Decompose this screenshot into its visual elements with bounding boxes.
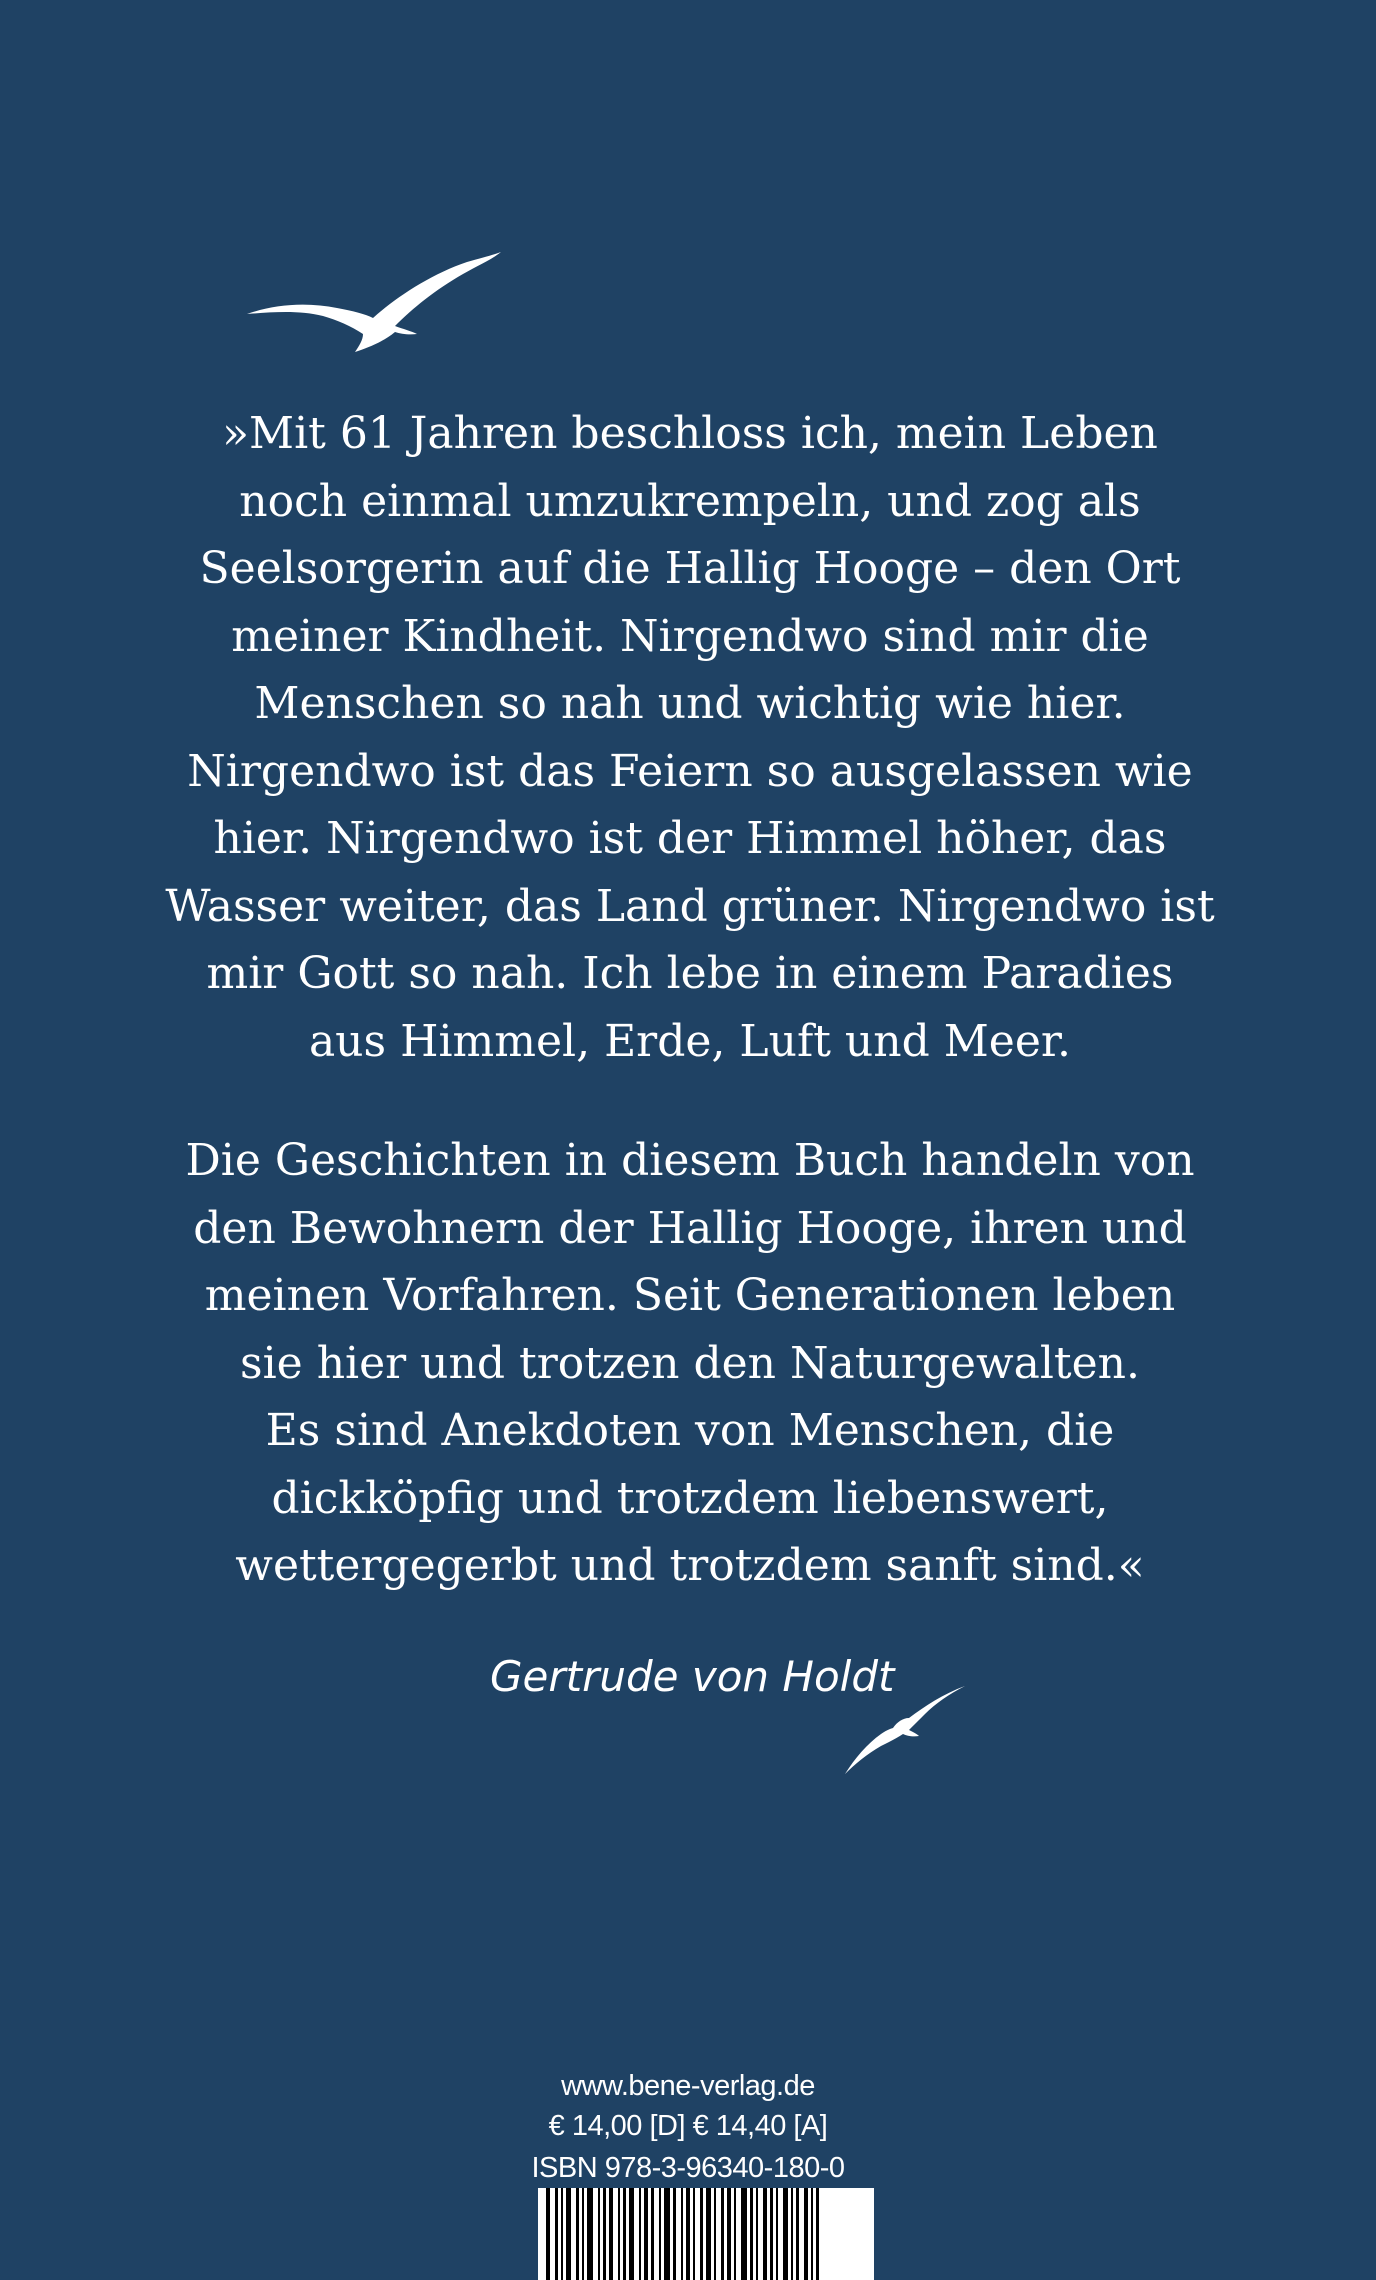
barcode-bar	[603, 2188, 606, 2280]
barcode-bar	[651, 2188, 654, 2280]
isbn-label: ISBN 978-3-96340-180-0	[531, 2152, 845, 2184]
barcode-bar	[644, 2188, 648, 2280]
barcode-bar	[582, 2188, 584, 2280]
barcode-bar	[750, 2188, 753, 2280]
barcode-bar	[804, 2188, 808, 2280]
barcode-bar	[686, 2188, 690, 2280]
quote-line: »Mit 61 Jahren beschloss ich, mein Leben	[222, 408, 1158, 459]
barcode-bar	[700, 2188, 703, 2280]
quote-line: Menschen so nah und wichtig wie hier.	[254, 678, 1126, 729]
barcode-bar	[776, 2188, 778, 2280]
quote-line: den Bewohnern der Hallig Hooge, ihren und	[193, 1202, 1187, 1254]
barcode-bar	[811, 2188, 813, 2280]
publisher-website: www.bene-verlag.de	[561, 2070, 815, 2102]
quote-line: Seelsorgerin auf die Hallig Hooge – den Ort	[199, 543, 1181, 594]
barcode-bar	[734, 2188, 736, 2280]
barcode-bar	[659, 2188, 661, 2280]
seagull-icon	[245, 252, 505, 362]
barcode-bar	[783, 2188, 788, 2280]
barcode-bar	[721, 2188, 724, 2280]
barcode	[538, 2188, 874, 2280]
barcode-bar	[816, 2188, 819, 2280]
barcode-bar	[681, 2188, 683, 2280]
quote-line: sie hier und trotzen den Naturgewalten.	[240, 1337, 1140, 1389]
quote-line: Nirgendwo ist das Feiern so ausgelassen wie	[187, 745, 1193, 797]
barcode-bar	[763, 2188, 767, 2280]
seagull-icon	[845, 1682, 965, 1774]
barcode-bar	[770, 2188, 773, 2280]
barcode-bar	[623, 2188, 626, 2280]
barcode-bar	[693, 2188, 695, 2280]
barcode-bar	[598, 2188, 600, 2280]
quote-line: dickköpfig und trotzdem liebenswert,	[271, 1472, 1109, 1524]
barcode-bar	[791, 2188, 793, 2280]
barcode-bar	[664, 2188, 670, 2280]
quote-line: Die Geschichten in diesem Buch handeln von	[185, 1135, 1195, 1186]
barcode-bar	[555, 2188, 558, 2280]
quote-line: Es sind Anekdoten von Menschen, die	[265, 1405, 1115, 1456]
quote-paragraph-1	[140, 400, 1240, 1075]
quote-line: Wasser weiter, das Land grüner. Nirgendwo ist	[165, 880, 1215, 932]
quote-line: wettergegerbt und trotzdem sanft sind.«	[235, 1540, 1145, 1591]
barcode-bar	[609, 2188, 613, 2280]
barcode-bar	[629, 2188, 634, 2280]
quote-line: meiner Kindheit. Nirgendwo sind mir die	[231, 610, 1149, 662]
quote-line: mir Gott so nah. Ich lebe in einem Paradies	[206, 948, 1174, 999]
barcode-bar	[576, 2188, 579, 2280]
quote-paragraph-2	[140, 1127, 1240, 1600]
barcode-bar	[706, 2188, 711, 2280]
quote-line: aus Himmel, Erde, Luft und Meer.	[308, 1015, 1072, 1067]
barcode-bar	[561, 2188, 563, 2280]
barcode-bar	[796, 2188, 799, 2280]
barcode-bar	[756, 2188, 758, 2280]
author-signature: Gertrude von Holdt	[490, 1652, 895, 1701]
barcode-bar	[546, 2188, 550, 2280]
barcode-bar	[727, 2188, 731, 2280]
quote-line: hier. Nirgendwo ist der Himmel höher, das	[213, 813, 1167, 864]
price-label: € 14,00 [D] € 14,40 [A]	[548, 2110, 828, 2142]
barcode-bar	[714, 2188, 716, 2280]
barcode-bar	[587, 2188, 593, 2280]
barcode-bar	[673, 2188, 676, 2280]
barcode-bar	[566, 2188, 571, 2280]
quote-line: noch einmal umzukrempeln, und zog als	[239, 475, 1141, 527]
barcode-bar	[618, 2188, 620, 2280]
barcode-bar	[639, 2188, 641, 2280]
barcode-bar	[741, 2188, 747, 2280]
quote-line: meinen Vorfahren. Seit Generationen leben	[204, 1270, 1176, 1321]
